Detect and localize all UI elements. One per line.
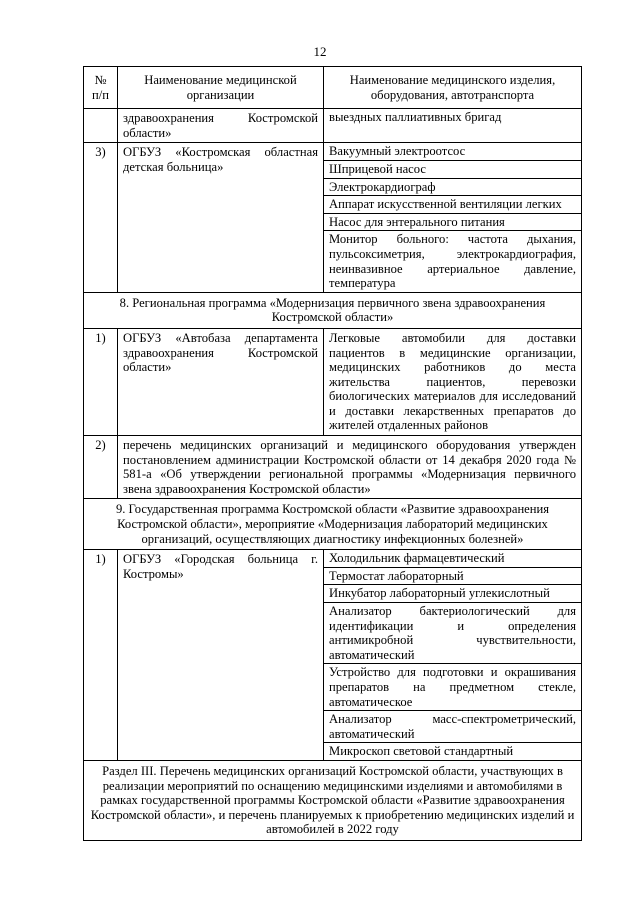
equipment-item: Насос для энтерального питания: [324, 214, 581, 232]
table-header-row: [84, 67, 582, 109]
equipment-list: [324, 109, 582, 143]
table-row: [84, 436, 582, 499]
section-3-title: Раздел III. Перечень медицинских организаций Костромской области, участвующих в реализации мероприятий по оснащению медицинскими изделиями и автомобилями в рамках государственной программы Костромской области «Развитие здравоохранения Костромской области», и перечень планируемых к приобретению медицинских изделий и автомобилей в 2022 году: [84, 760, 582, 840]
row-number: 3): [84, 143, 118, 292]
row-number: 2): [84, 436, 118, 499]
table-row: [84, 143, 582, 292]
equipment-item: Устройство для подготовки и окрашивания препаратов на предметном стекле, автоматическое: [324, 664, 581, 711]
equipment-item: Электрокардиограф: [324, 179, 581, 197]
equipment-list: [324, 143, 582, 292]
equipment-table: [83, 66, 582, 841]
header-organization: Наименование медицинской организации: [118, 67, 324, 109]
header-number: № п/п: [84, 67, 118, 109]
equipment-item: Аппарат искусственной вентиляции легких: [324, 196, 581, 214]
equipment-item: Вакуумный электроотсос: [324, 143, 581, 161]
equipment-item: Анализатор бактериологический для идентификации и определения антимикробной чувствительности, автоматический: [324, 603, 581, 664]
organization-name: ОГБУЗ «Автобаза департамента здравоохранения Костромской области»: [118, 328, 324, 435]
equipment-item: Микроскоп световой стандартный: [329, 744, 514, 759]
equipment-item: выездных паллиативных бригад: [329, 110, 502, 125]
section-heading-row: [84, 760, 582, 840]
table-row-continuation: [84, 109, 582, 143]
section-heading-row: [84, 499, 582, 550]
organization-name: ОГБУЗ «Костромская областная детская больница»: [118, 143, 324, 292]
equipment-item: Монитор больного: частота дыхания, пульсоксиметрия, электрокардиография, неинвазивное артериальное давление, температура: [329, 232, 576, 291]
table-row: [84, 550, 582, 761]
section-9-title: 9. Государственная программа Костромской области «Развитие здравоохранения Костромской области», мероприятие «Модернизация лабораторий медицинских организаций, осуществляющих диагностику инфекционных болезней»: [84, 499, 582, 550]
equipment-item: Легковые автомобили для доставки пациентов в медицинские организации, медицинских работников до места жительства пациентов, перевозки биологических материалов для исследований и доставки лекарственных препаратов до жителей отдаленных районов: [324, 328, 582, 435]
row-number: 1): [84, 328, 118, 435]
equipment-list: [324, 550, 582, 761]
equipment-item: Термостат лабораторный: [324, 568, 581, 586]
equipment-item: Шприцевой насос: [324, 161, 581, 179]
page-number: 12: [313, 44, 327, 59]
table-row: [84, 328, 582, 435]
resolution-reference: перечень медицинских организаций и медицинского оборудования утвержден постановлением администрации Костромской области от 14 декабря 2020 года № 581-а «Об утверждении региональной программы «Модернизация первичного звена здравоохранения Костромской области»: [118, 436, 582, 499]
row-number: 1): [84, 550, 118, 761]
equipment-item: Инкубатор лабораторный углекислотный: [324, 585, 581, 603]
header-equipment: Наименование медицинского изделия, оборудования, автотранспорта: [324, 67, 582, 109]
organization-name: здравоохранения Костромской области»: [118, 109, 324, 143]
section-heading-row: [84, 292, 582, 328]
organization-name: ОГБУЗ «Городская больница г. Костромы»: [118, 550, 324, 761]
equipment-item: Холодильник фармацевтический: [324, 550, 581, 568]
equipment-item: Анализатор масс-спектрометрический, автоматический: [324, 711, 581, 743]
section-8-title: 8. Региональная программа «Модернизация первичного звена здравоохранения Костромской области»: [84, 292, 582, 328]
row-number: [84, 109, 118, 143]
